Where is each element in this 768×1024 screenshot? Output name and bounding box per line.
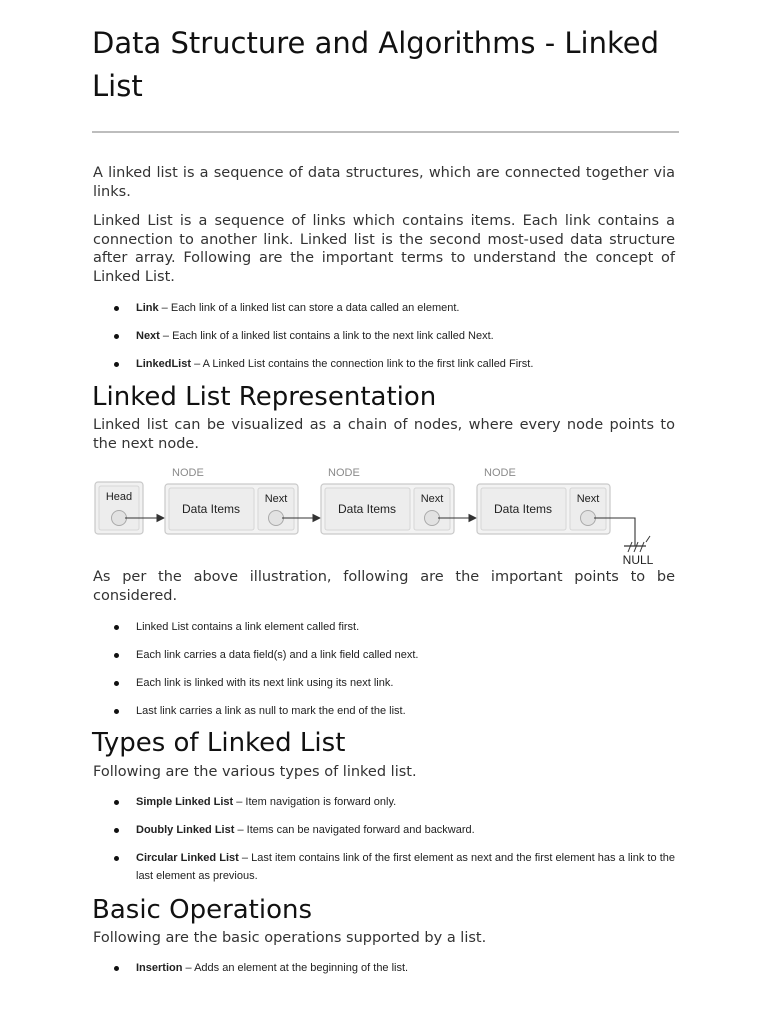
bullet-icon (114, 306, 119, 311)
operations-paragraph: Following are the basic operations supported by a list. (93, 930, 487, 946)
node-label: NODE (328, 467, 360, 479)
list-item: Next – Each link of a linked list contains a link to the next link called Next. (114, 327, 675, 345)
terms-list (114, 299, 675, 383)
list-item: Last link carries a link as null to mark the end of the list. (114, 702, 675, 720)
bullet-icon (114, 800, 119, 805)
bullet-icon (114, 625, 119, 630)
section-heading-representation: Linked List Representation (92, 382, 437, 412)
data-items-label: Data Items (493, 502, 553, 516)
node-label: NODE (484, 467, 516, 479)
next-label: Next (576, 493, 600, 505)
list-item: Insertion – Adds an element at the beginning of the list. (114, 959, 675, 977)
bullet-icon (114, 362, 119, 367)
title-divider (92, 131, 679, 133)
types-list (114, 793, 675, 895)
section-heading-types: Types of Linked List (92, 728, 346, 758)
bullet-icon (114, 334, 119, 339)
bullet-icon (114, 966, 119, 971)
list-item: Linked List contains a link element called first. (114, 618, 675, 636)
intro-paragraph-2: Linked List is a sequence of links which contains items. Each link contains a connection to another link. Linked list is the second most-used data structure after array. Following are the important terms to understand the concept of Linked List. (93, 213, 675, 285)
section-heading-operations: Basic Operations (92, 895, 313, 925)
bullet-icon (114, 828, 119, 833)
list-item: Each link is linked with its next link using its next link. (114, 674, 675, 692)
list-item: Simple Linked List – Item navigation is forward only. (114, 793, 675, 811)
list-item: Doubly Linked List – Items can be navigated forward and backward. (114, 821, 675, 839)
node-1 (165, 467, 298, 534)
next-label: Next (264, 493, 288, 505)
representation-paragraph-1: Linked list can be visualized as a chain of nodes, where every node points to the next node. (93, 417, 675, 452)
bullet-icon (114, 856, 119, 861)
linked-list-diagram (92, 462, 672, 572)
operations-list (114, 959, 675, 987)
bullet-icon (114, 653, 119, 658)
bullet-icon (114, 709, 119, 714)
node-3 (477, 467, 610, 534)
data-items-label: Data Items (181, 502, 241, 516)
representation-paragraph-2: As per the above illustration, following are the important points to be considered. (93, 569, 675, 604)
node-label: NODE (172, 467, 204, 479)
null-label: NULL (622, 553, 654, 567)
next-label: Next (420, 493, 444, 505)
types-paragraph: Following are the various types of linked list. (93, 764, 417, 780)
head-label: Head (105, 491, 133, 503)
points-list (114, 618, 675, 730)
bullet-icon (114, 681, 119, 686)
list-item: Each link carries a data field(s) and a link field called next. (114, 646, 675, 664)
intro-paragraph-1: A linked list is a sequence of data structures, which are connected together via links. (93, 165, 675, 200)
head-pointer (95, 482, 143, 534)
data-items-label: Data Items (337, 502, 397, 516)
node-2 (321, 467, 454, 534)
list-item: Circular Linked List – Last item contains link of the first element as next and the first element has a link to the last element as previous. (114, 849, 675, 885)
list-item: Link – Each link of a linked list can store a data called an element. (114, 299, 675, 317)
list-item: LinkedList – A Linked List contains the connection link to the first link called First. (114, 355, 675, 373)
page-title: Data Structure and Algorithms - Linked List (92, 26, 660, 103)
